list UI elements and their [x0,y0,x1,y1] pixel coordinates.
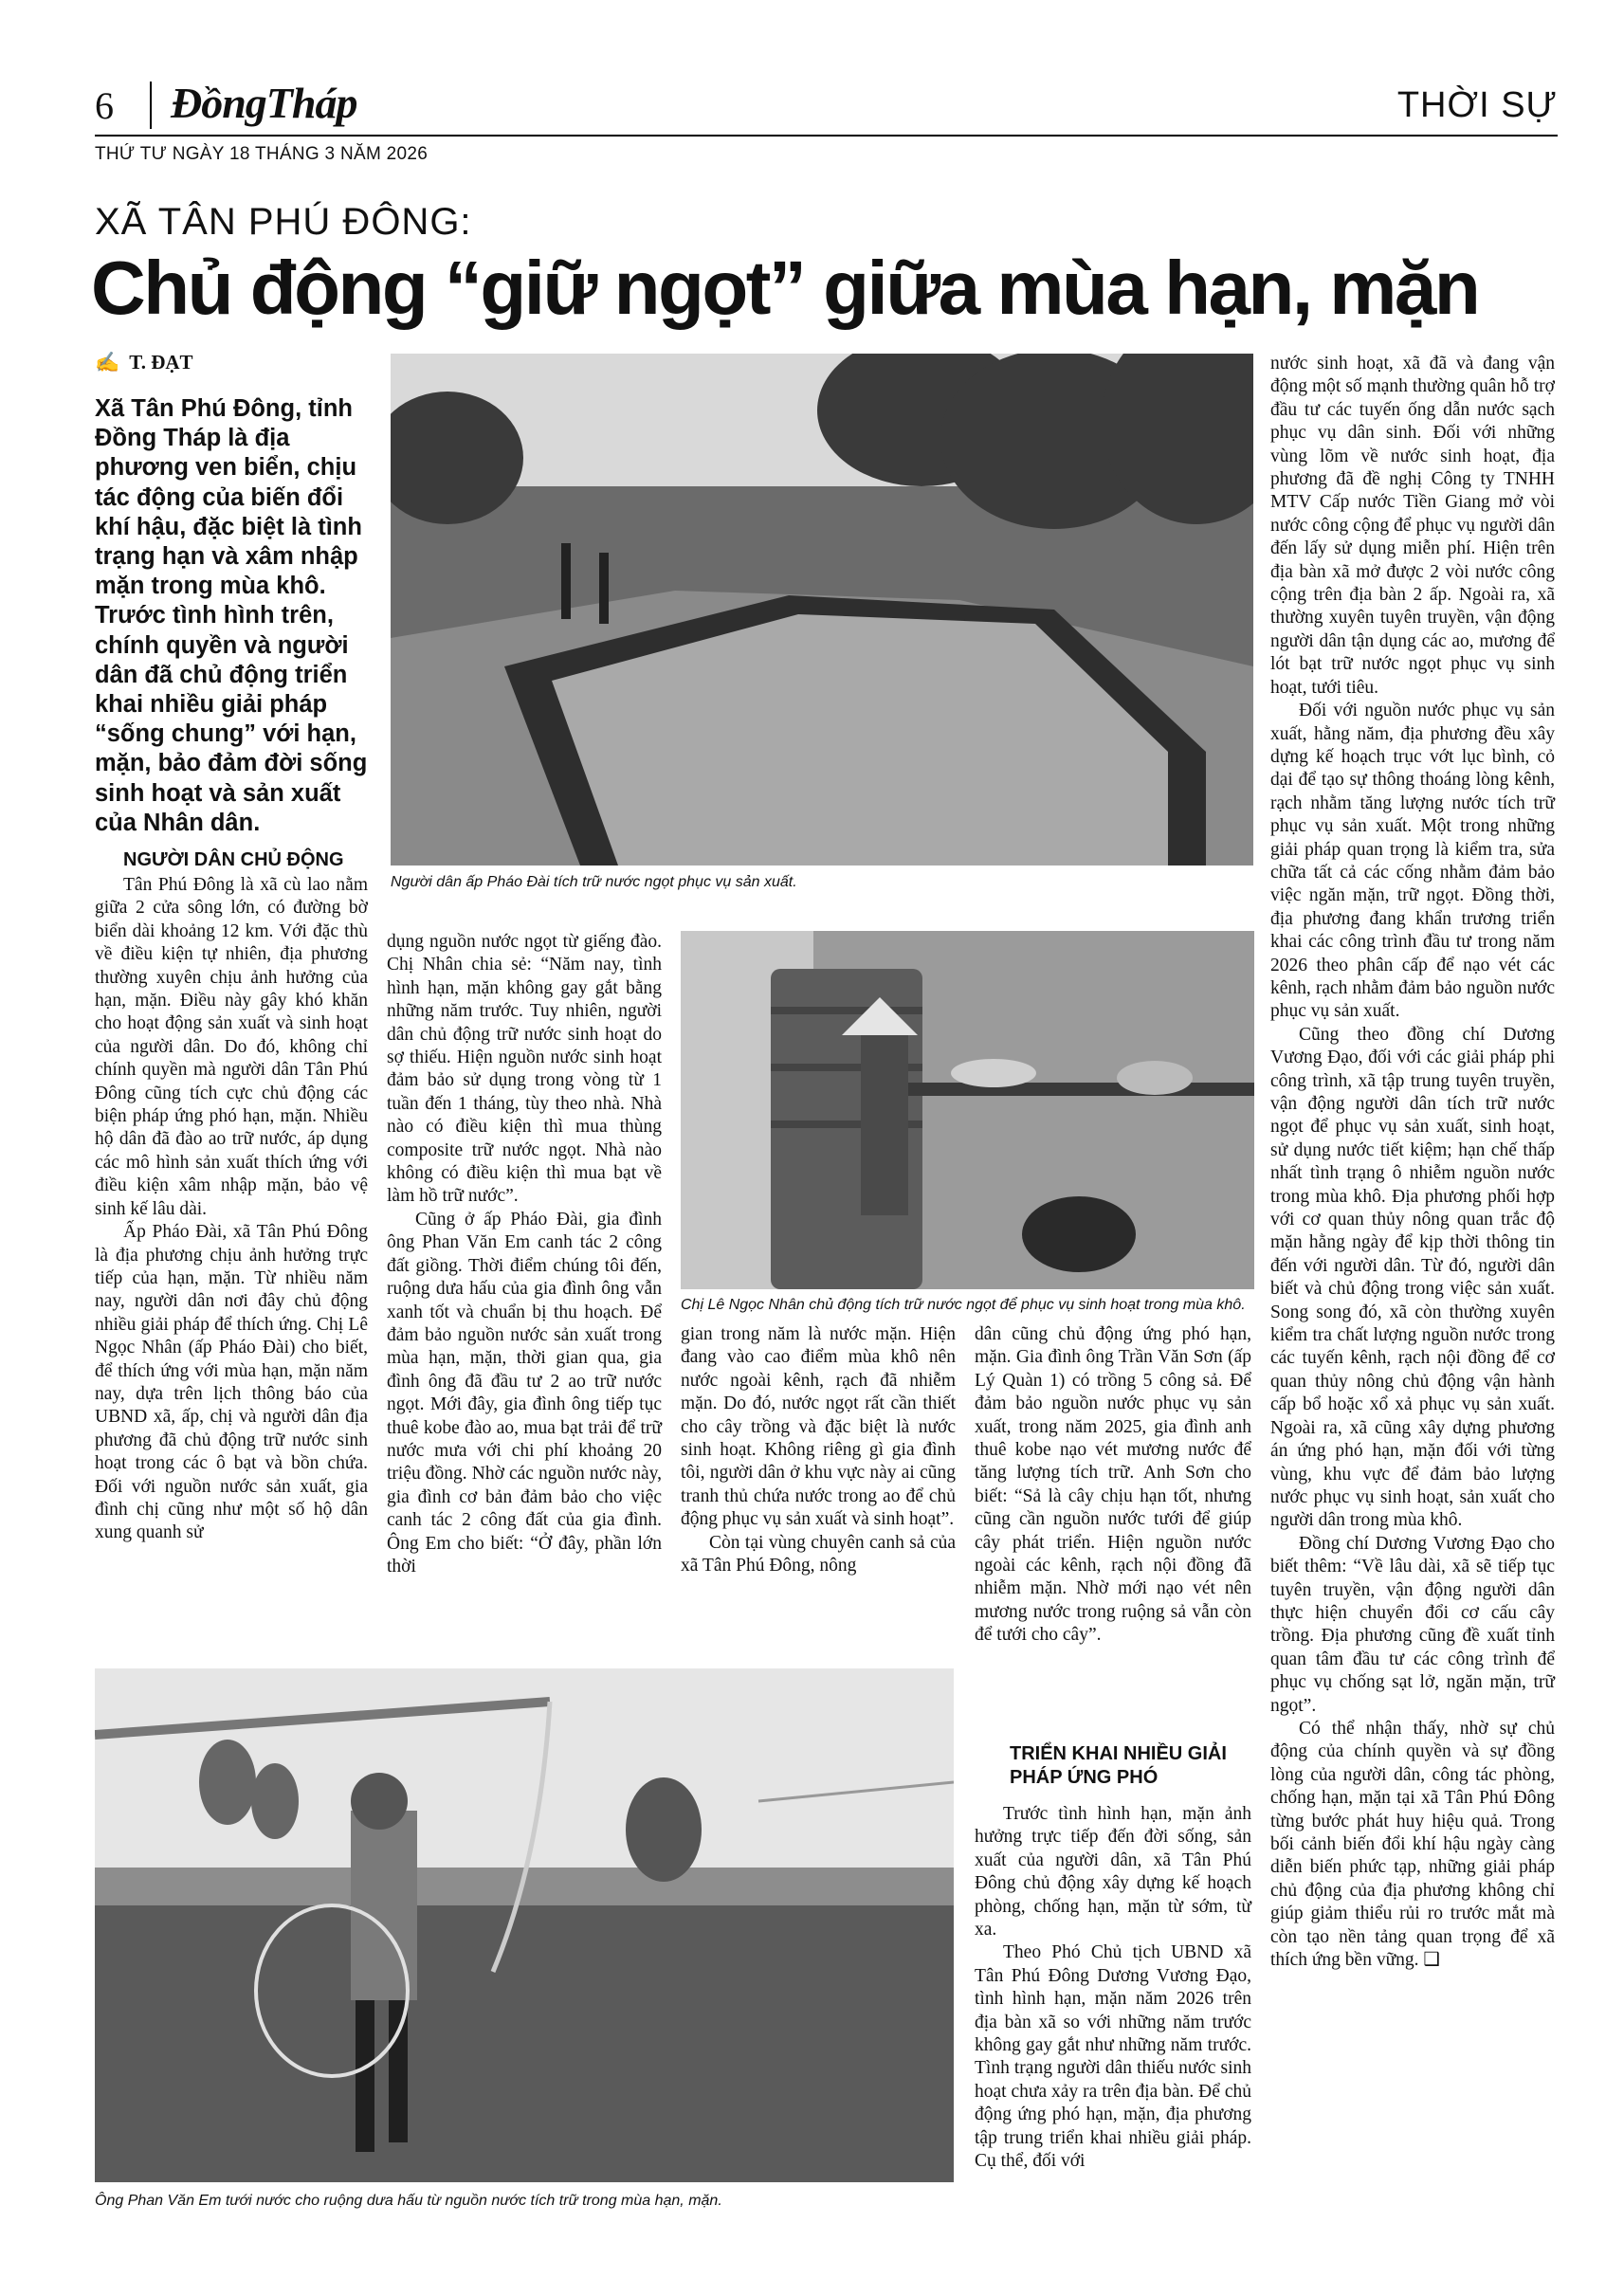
masthead-logo: ĐồngTháp [171,79,357,127]
paragraph: dụng nguồn nước ngọt từ giếng đào. Chị Nhân chia sẻ: “Năm nay, tình hình hạn, mặn không gay gắt bằng những năm trước. Tuy nhiên, người dân chủ động trữ nước sinh hoạt do sợ thiếu. Hiện nguồn nước sinh hoạt đảm bảo sử dụng trong vòng từ 1 tuần đến 1 tháng, tùy theo nhà. Nhà nào có điều kiện thì mua thùng composite trữ nước ngọt. Nhà nào không có điều kiện thì mua bạt về làm hồ trữ nước”. [387,932,662,1207]
article-column-4 [975,1323,1251,1648]
article-column-6 [1270,353,1555,1972]
photo-water-pond [391,354,1253,866]
article-column-1 [95,874,368,1545]
caption-photo-3: Ông Phan Văn Em tưới nước cho ruộng dưa hấu từ nguồn nước tích trữ trong mùa hạn, mặn. [95,2193,722,2209]
subhead-nguoi-dan: NGƯỜI DÂN CHỦ ĐỘNG [123,849,344,870]
byline-author: T. ĐẠT [129,351,193,374]
caption-photo-2: Chị Lê Ngọc Nhân chủ động tích trữ nước ngọt để phục vụ sinh hoạt trong mùa khô. [681,1297,1246,1313]
header-rule [95,135,1558,137]
paragraph: Cũng theo đồng chí Dương Vương Đạo, đối với các giải pháp phi công trình, xã tập trung tuyên truyền, vận động người dân tích trữ nước ngọt để phục vụ sản xuất, sinh hoạt, sử dụng nước tiết kiệm; hạn chế thấp nhất tình trạng ô nhiễm nguồn nước trong mùa khô. Địa phương phối hợp với cơ quan thủy nông quan trắc độ mặn hằng ngày để kịp thời thông tin đến với người dân. Từ đó, người dân biết và chủ động trong việc sản xuất. Song song đó, xã còn thường xuyên kiểm tra chất lượng nguồn nước trong các tuyến kênh, rạch nội đồng để cơ quan thủy nông chủ động vận hành cấp bổ hoặc xổ xả phục vụ sản xuất. Ngoài ra, xã cũng xây dựng phương án ứng phó hạn, mặn đối với từng vùng, khu vực để đảm bảo lượng nước phục vụ sinh hoạt, sản xuất cho người dân trong mùa khô. [1270,1024,1555,1531]
header-divider [150,82,152,129]
paragraph: Tân Phú Đông là xã cù lao nằm giữa 2 cửa sông lớn, có đường bờ biển dài khoảng 12 km. Với đặc thù về điều kiện tự nhiên, địa phương thường xuyên chịu ảnh hưởng của hạn, mặn. Điều này gây khó khăn cho hoạt động sản xuất và sinh hoạt của người dân. Do đó, không chỉ chính quyền mà người dân Tân Phú Đông cũng tích cực chủ động các biện pháp ứng phó hạn, mặn. Nhiều hộ dân đã đào ao trữ nước, áp dụng các mô hình sản xuất thích ứng với điều kiện xâm nhập mặn, bảo vệ sinh kế lâu dài. [95,875,368,1219]
paragraph: Theo Phó Chủ tịch UBND xã Tân Phú Đông Dương Vương Đạo, tình hình hạn, mặn năm 2026 trên địa bàn xã so với những năm trước không gay gắt như những năm trước. Tình trạng người dân thiếu nước sinh hoạt chưa xảy ra trên địa bàn. Để chủ động ứng phó hạn, mặn, địa phương tập trung triển khai nhiều giải pháp. Cụ thể, đối với [975,1942,1251,2172]
paragraph: Ấp Pháo Đài, xã Tân Phú Đông là địa phương chịu ảnh hưởng trực tiếp của hạn, mặn. Từ nhiều năm nay, người dân nơi đây chủ động nhiều giải pháp để thích ứng. Chị Lê Ngọc Nhân (ấp Pháo Đài) cho biết, để thích ứng với mùa hạn, mặn năm nay, dựa trên lịch thông báo của UBND xã, ấp, chị và người dân địa phương đã chủ động trữ nước sinh hoạt trong các ô bạt và bồn chứa. Đối với nguồn nước sản xuất, gia đình chị cũng như một số hộ dân xung quanh sử [95,1222,368,1543]
article-headline: Chủ động “giữ ngọt” giữa mùa hạn, mặn [91,246,1479,330]
subhead-trien-khai: TRIỂN KHAI NHIỀU GIẢI PHÁP ỨNG PHÓ [1010,1743,1227,1788]
byline [95,351,193,374]
paragraph: nước sinh hoạt, xã đã và đang vận động một số mạnh thường quân hỗ trợ đầu tư các tuyến ống dẫn nước sạch phục vụ dân sinh. Đối với những vùng lõm về nước sinh hoạt, địa phương đã đề nghị Công ty TNHH MTV Cấp nước Tiền Giang mở vòi nước công cộng để phục vụ người dân đến lấy sử dụng miễn phí. Hiện trên địa bàn xã mở được 2 vòi nước công cộng trên địa bàn 2 ấp. Ngoài ra, xã thường xuyên tuyên truyền, vận động người dân tận dụng các ao, mương để lót bạt trữ nước ngọt phục vụ sinh hoạt, tưới tiêu. [1270,354,1555,698]
dateline: THỨ TƯ NGÀY 18 THÁNG 3 NĂM 2026 [95,144,429,164]
paragraph: Đối với nguồn nước phục vụ sản xuất, hằng năm, địa phương đều xây dựng kế hoạch trục vớt lục bình, cỏ dại để tạo sự thông thoáng lòng kênh, rạch nhằm tăng lượng nước tích trữ phục vụ sản xuất. Một trong những giải pháp quan trọng là kiểm tra, sửa chữa tất cả các cống nhằm đảm bảo việc ngăn mặn, trữ ngọt. Đồng thời, địa phương đang khẩn trương triển khai các công trình đầu tư trong năm 2026 theo phân cấp để nạo vét các kênh, rạch nhằm đảm bảo nguồn nước phục vụ sản xuất. [1270,701,1555,1022]
paragraph: dân cũng chủ động ứng phó hạn, mặn. Gia đình ông Trần Văn Sơn (ấp Lý Quàn 1) có trồng 5 công sả. Để đảm bảo nguồn nước phục vụ sản xuất, trong năm 2025, gia đình anh thuê kobe nạo vét mương nước để tăng lượng tích trữ. Anh Sơn cho biết: “Sả là cây chịu hạn tốt, nhưng cũng cần nguồn nước tưới để giúp cây phát triển. Hiện nguồn nước ngoài các kênh, rạch nội đồng đã nhiễm mặn. Nhờ mới nạo vét nên mương nước trong ruộng sả vẫn còn để tưới cho cây”. [975,1324,1251,1646]
article-lead: Xã Tân Phú Đông, tỉnh Đồng Tháp là địa phương ven biển, chịu tác động của biến đổi khí hậu, đặc biệt là tình trạng hạn và xâm nhập mặn trong mùa khô. Trước tình hình trên, chính quyền và người dân đã chủ động triển khai nhiều giải pháp “sống chung” với hạn, mặn, bảo đảm đời sống sinh hoạt và sản xuất của Nhân dân. [95,395,368,836]
article-column-3 [681,1323,956,1577]
page-number: 6 [95,84,114,127]
pen-icon: ✍ [95,351,120,374]
article-column-5 [975,1803,1251,2174]
caption-photo-1: Người dân ấp Pháo Đài tích trữ nước ngọt phục vụ sản xuất. [391,874,797,890]
paragraph: Trước tình hình hạn, mặn ảnh hưởng trực tiếp đến đời sống, sản xuất của người dân, xã Tân Phú Đông chủ động xây dựng kế hoạch phòng, chống hạn, mặn từ sớm, từ xa. [975,1804,1251,1941]
article-kicker: XÃ TÂN PHÚ ĐÔNG: [95,201,472,243]
photo-watering-field [95,1668,954,2182]
paragraph: Đồng chí Dương Vương Đạo cho biết thêm: “Về lâu dài, xã sẽ tiếp tục tuyên truyền, vận động người dân thực hiện chuyển đổi cơ cấu cây trồng. Địa phương cũng đề xuất tỉnh quan tâm đầu tư các công trình để phục vụ chống sạt lở, ngăn mặn, trữ ngọt”. [1270,1533,1555,1716]
paragraph: gian trong năm là nước mặn. Hiện đang vào cao điểm mùa khô nên nước ngoài kênh, rạch đã nhiễm mặn. Do đó, nước ngọt rất cần thiết cho cây trồng và đặc biệt là nước sinh hoạt. Không riêng gì gia đình tôi, người dân ở khu vực này ai cũng tranh thủ chứa nước trong ao để chủ động phục vụ sản xuất và sinh hoạt”. [681,1324,956,1530]
photo-woman-water-tank [681,931,1254,1289]
paragraph: Còn tại vùng chuyên canh sả của xã Tân Phú Đông, nông [681,1532,956,1576]
paragraph: Cũng ở ấp Pháo Đài, gia đình ông Phan Văn Em canh tác 2 công đất giồng. Thời điểm chúng tôi đến, ruộng dưa hấu của gia đình ông vẫn xanh tốt và chuẩn bị thu hoạch. Để đảm bảo nguồn nước sản xuất trong mùa hạn, mặn, thời gian qua, gia đình ông đã đầu tư 2 ao trữ nước ngọt. Mới đây, gia đình ông tiếp tục thuê kobe đào ao, mua bạt trải để trữ nước mưa với chi phí khoảng 20 triệu đồng. Nhờ các nguồn nước này, gia đình cơ bản đảm bảo cho việc canh tác 2 công đất của gia đình. Ông Em cho biết: “Ở đây, phần lớn thời [387,1209,662,1576]
section-label: THỜI SỰ [1396,85,1558,125]
paragraph: Có thể nhận thấy, nhờ sự chủ động của chính quyền và sự đồng lòng của người dân, công tác phòng, chống hạn, mặn tại xã Tân Phú Đông từng bước phát huy hiệu quả. Trong bối cảnh biến đổi khí hậu ngày càng diễn biến phức tạp, những giải pháp chủ động của địa phương không chỉ giúp giảm thiểu rủi ro trước mắt mà còn tạo nền tảng quan trọng để xã thích ứng bền vững. ❑ [1270,1718,1555,1971]
article-column-2 [387,931,662,1578]
